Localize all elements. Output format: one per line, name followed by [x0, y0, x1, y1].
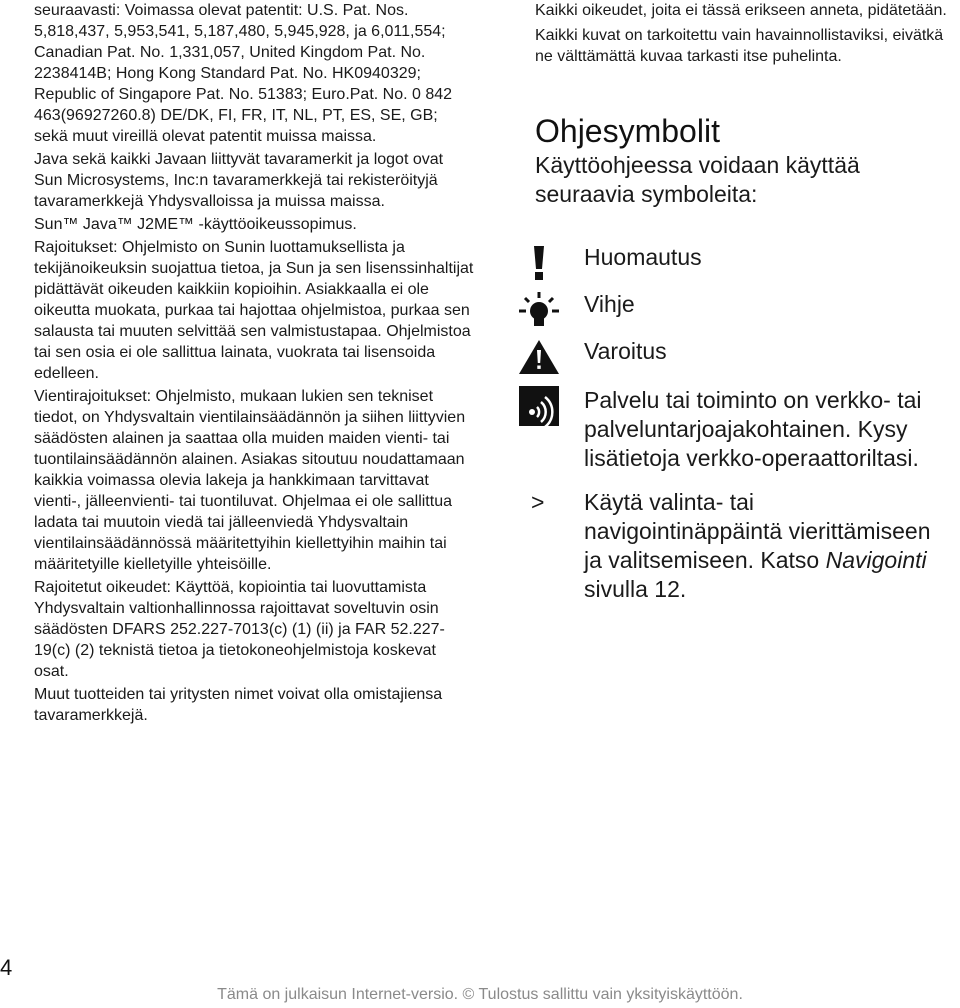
symbol-label-note: Huomautus — [584, 244, 702, 270]
restrictions-paragraph: Rajoitukset: Ohjelmisto on Sunin luottamuksellista ja tekijänoikeuksin suojattua tietoa, ja Sun ja sen lisenssinhaltijat pidättävät oikeuden kaikkiin kopioihin. Asiakkaalla ei ole oikeutta muokata, purkaa tai hajottaa ohjelmistoa, purkaa sen salausta tai muuten selvittää sen valmistustapaa. Ohjelmistoa tai sen osia ei ole sallittua lainata, vuokrata tai lisensoida edelleen. — [34, 239, 474, 382]
navigation-reference: Navigointi — [825, 547, 927, 573]
right-column — [531, 0, 955, 602]
symbol-label-warning: Varoitus — [584, 338, 667, 364]
symbol-label-tip: Vihje — [584, 291, 635, 317]
symbol-row-warning — [519, 337, 959, 377]
page-number: 4 — [0, 955, 13, 980]
other-trademarks-paragraph: Muut tuotteiden tai yritysten nimet voivat olla omistajiensa tavaramerkkejä. — [34, 686, 443, 724]
warning-triangle-icon — [519, 337, 559, 377]
nav-text-after: sivulla 12. — [584, 576, 687, 602]
restricted-rights-paragraph: Rajoitetut oikeudet: Käyttöä, kopiointia tai luovuttamista Yhdysvaltain valtionhallinnossa rajoittavat soveltuvin osin säädösten DFARS 252.227-7013(c) (1) (ii) ja FAR 52.227-19(c) (2) teknistä tietoa ja tietokoneohjelmistoja koskevat osat. — [34, 579, 445, 680]
exclamation-icon — [519, 243, 559, 283]
symbol-row-network — [519, 386, 959, 473]
footer-note: Tämä on julkaisun Internet-versio. © Tulostus sallittu vain yksityiskäyttöön. — [217, 986, 743, 1003]
symbol-row-tip — [519, 290, 959, 330]
section-heading: Ohjesymbolit — [535, 113, 720, 149]
export-restrictions-paragraph: Vientirajoitukset: Ohjelmisto, mukaan lukien sen tekniset tiedot, on Yhdysvaltain vientilainsäädännön ja siihen liittyvien säädösten alainen ja saattaa olla muiden maiden vienti- tai tuontilainsäädännön alainen. Asiakas sitoutuu noudattamaan kaikkia voimassa olevia lakeja ja hankkimaan tarvittavat vienti-, jälleenvienti- tai tuontiluvat. Ohjelmaa ei ole sallittua ladata tai muutoin viedä tai jälleenviedä Yhdysvaltain vientilainsäädännössä määritettyihin kiellettyihin maihin tai määritetyille kielletyille yhteisöille. — [34, 388, 466, 573]
chevron-right-icon: > — [531, 489, 545, 515]
left-column — [34, 0, 474, 728]
section-intro: Käyttöohjeessa voidaan käyttää seuraavia symboleita: — [535, 152, 860, 207]
java-trademark-paragraph: Java sekä kaikki Javaan liittyvät tavaramerkit ja logot ovat Sun Microsystems, Inc:n tavaramerkkejä tai rekisteröityjä tavaramerkkejä Yhdysvalloissa ja muissa maissa. — [34, 151, 444, 210]
nav-text-before: Käytä valinta- tai navigointinäppäintä vierittämiseen ja valitsemiseen. Katso — [584, 489, 931, 573]
license-title: Sun™ Java™ J2ME™ -käyttöoikeussopimus. — [34, 216, 357, 233]
patent-paragraph: seuraavasti: Voimassa olevat patentit: U.S. Pat. Nos. 5,818,437, 5,953,541, 5,187,480, 5,945,928, ja 6,011,554; Canadian Pat. No. 1,331,057, United Kingdom Pat. No. 2238414B; Hong Kong Standard Pat. No. HK0940329; Republic of Singapore Pat. No. 51383; Euro.Pat. No. 0 842 463(96927260.8) DE/DK, FI, FR, IT, NL, PT, ES, SE, GB; sekä muut vireillä olevat patentit muissa maissa. — [34, 2, 453, 145]
symbol-label-network: Palvelu tai toiminto on verkko- tai palveluntarjoajakohtainen. Kysy lisätietoja verkko-operaattoriltasi. — [584, 387, 922, 471]
network-service-icon — [519, 386, 559, 426]
illustration-note: Kaikki kuvat on tarkoitettu vain havainnollistaviksi, eivätkä ne välttämättä kuvaa tarkasti itse puhelinta. — [535, 27, 944, 65]
symbol-row-note — [519, 243, 959, 283]
symbol-row-navigation — [519, 488, 959, 604]
lightbulb-icon — [519, 290, 559, 330]
symbol-label-navigation — [584, 488, 944, 604]
rights-reserved-note: Kaikki oikeudet, joita ei tässä erikseen anneta, pidätetään. — [535, 2, 947, 19]
